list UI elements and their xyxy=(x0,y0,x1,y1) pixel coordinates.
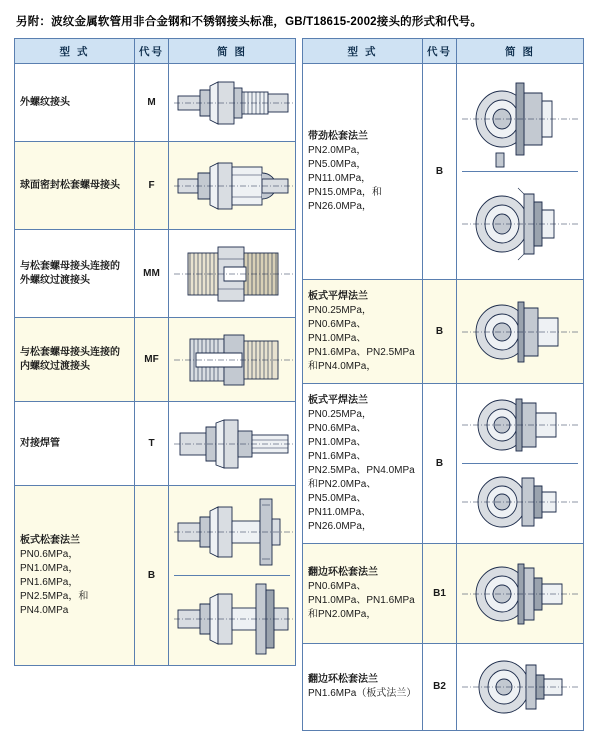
tables-container xyxy=(14,38,586,731)
table-row xyxy=(15,230,296,318)
table-row xyxy=(15,142,296,230)
type-name: 翻边环松套法兰 xyxy=(308,674,378,685)
figure-cell-plate-welding-flange-1 xyxy=(457,280,584,384)
figure-cell-threaded-male-coupling xyxy=(169,64,296,142)
type-sub: PN0.6MPa、PN1.0MPa、PN1.6MPa和PN2.0MPa， xyxy=(308,580,415,620)
type-name: 板式平焊法兰 xyxy=(308,394,368,406)
diagram-threaded-male-coupling xyxy=(174,70,294,136)
table-row xyxy=(15,486,296,666)
table-header-row xyxy=(15,39,296,64)
code-cell: F xyxy=(135,142,169,230)
header-code: 代号 xyxy=(423,39,457,64)
code-cell: B2 xyxy=(423,644,457,731)
code-cell: M xyxy=(135,64,169,142)
right-spec-table xyxy=(302,38,584,731)
table-row xyxy=(303,64,584,280)
figure-cell-male-thread-adapter xyxy=(169,230,296,318)
type-sub: PN0.25MPa，PN0.6MPa、PN1.0MPa、PN1.6MPa、PN2.5MPa、PN4.0MPa 和PN2.0MPa、PN5.0MPa、PN11.0MPa、PN26.0MPa， xyxy=(308,408,415,532)
left-spec-table xyxy=(14,38,296,666)
figure-lower xyxy=(174,576,290,662)
type-sub: PN1.6MPa（板式法兰） xyxy=(308,688,417,699)
header-figure: 简 图 xyxy=(169,39,296,64)
type-name: 板式松套法兰 xyxy=(20,534,80,546)
type-name: 与松套螺母接头连接的外螺纹过渡接头 xyxy=(20,260,120,286)
header-figure: 简 图 xyxy=(457,39,584,64)
figure-cell-lap-joint-flange-b2 xyxy=(457,644,584,731)
diagram-female-thread-adapter xyxy=(174,325,294,395)
figure-lower xyxy=(462,172,578,276)
header-type: 型 式 xyxy=(303,39,423,64)
table-row xyxy=(15,318,296,402)
header-type: 型 式 xyxy=(15,39,135,64)
figure-upper xyxy=(462,387,578,464)
figure-cell-female-thread-adapter xyxy=(169,318,296,402)
diagram-male-thread-adapter xyxy=(174,237,294,311)
table-row xyxy=(303,544,584,644)
type-cell xyxy=(15,230,135,318)
type-cell xyxy=(303,384,423,544)
page-title: 另附：波纹金属软管用非合金钢和不锈钢接头标准，GB/T18615-2002接头的形式和代号。 xyxy=(16,16,483,28)
diagram-plate-welding-flange-2-lower xyxy=(462,464,578,540)
type-cell xyxy=(15,486,135,666)
type-name: 对接焊管 xyxy=(20,437,60,449)
type-name: 与松套螺母接头连接的内螺纹过渡接头 xyxy=(20,346,120,372)
table-row xyxy=(303,384,584,544)
figure-upper xyxy=(462,67,578,172)
figure-lower xyxy=(462,464,578,540)
type-sub: PN0.6MPa，PN1.0MPa，PN1.6MPa，PN2.5MPa，和PN4.0MPa xyxy=(20,548,89,616)
figure-cell-plate-welding-flange-2 xyxy=(457,384,584,544)
type-name: 板式平焊法兰 xyxy=(308,290,368,302)
code-cell: B xyxy=(423,64,457,280)
table-row xyxy=(303,644,584,731)
figure-cell-ribbed-loose-flange xyxy=(457,64,584,280)
type-cell xyxy=(15,318,135,402)
code-cell: B xyxy=(423,384,457,544)
diagram-plate-loose-flange-upper xyxy=(174,489,294,575)
type-cell xyxy=(15,142,135,230)
table-header-row xyxy=(303,39,584,64)
code-cell: B xyxy=(135,486,169,666)
diagram-ribbed-loose-flange-upper xyxy=(462,67,578,171)
figure-cell-plate-loose-flange xyxy=(169,486,296,666)
header-code: 代号 xyxy=(135,39,169,64)
type-name: 球面密封松套螺母接头 xyxy=(20,179,120,191)
figure-upper xyxy=(174,489,290,576)
code-cell: MM xyxy=(135,230,169,318)
figure-cell-lap-joint-flange-b1 xyxy=(457,544,584,644)
code-cell: T xyxy=(135,402,169,486)
code-cell: B xyxy=(423,280,457,384)
diagram-plate-welding-flange-2-upper xyxy=(462,387,578,463)
table-row xyxy=(303,280,584,384)
figure-cell-spherical-seal-union-nut xyxy=(169,142,296,230)
type-name: 翻边环松套法兰 xyxy=(308,566,378,578)
diagram-plate-welding-flange-1 xyxy=(462,284,578,380)
type-cell xyxy=(303,644,423,731)
type-cell xyxy=(15,64,135,142)
type-name: 外螺纹接头 xyxy=(20,96,70,108)
type-sub: PN0.25MPa，PN0.6MPa、PN1.0MPa、PN1.6MPa、PN2.5MPa和PN4.0MPa， xyxy=(308,304,415,372)
diagram-butt-weld-pipe xyxy=(174,409,294,479)
type-name: 带劲松套法兰 xyxy=(308,130,368,142)
type-cell xyxy=(303,544,423,644)
type-cell xyxy=(15,402,135,486)
code-cell: B1 xyxy=(423,544,457,644)
diagram-plate-loose-flange-lower xyxy=(174,576,294,662)
code-cell: MF xyxy=(135,318,169,402)
type-cell xyxy=(303,280,423,384)
table-row xyxy=(15,64,296,142)
type-cell xyxy=(303,64,423,280)
figure-cell-butt-weld-pipe xyxy=(169,402,296,486)
type-sub: PN2.0MPa，PN5.0MPa，PN11.0MPa，PN15.0MPa，和PN26.0MPa， xyxy=(308,144,382,212)
table-row xyxy=(15,402,296,486)
diagram-ribbed-loose-flange-lower xyxy=(462,172,578,276)
diagram-lap-joint-flange-b2 xyxy=(462,647,578,727)
diagram-lap-joint-flange-b1 xyxy=(462,548,578,640)
diagram-spherical-seal-union-nut xyxy=(174,149,294,223)
